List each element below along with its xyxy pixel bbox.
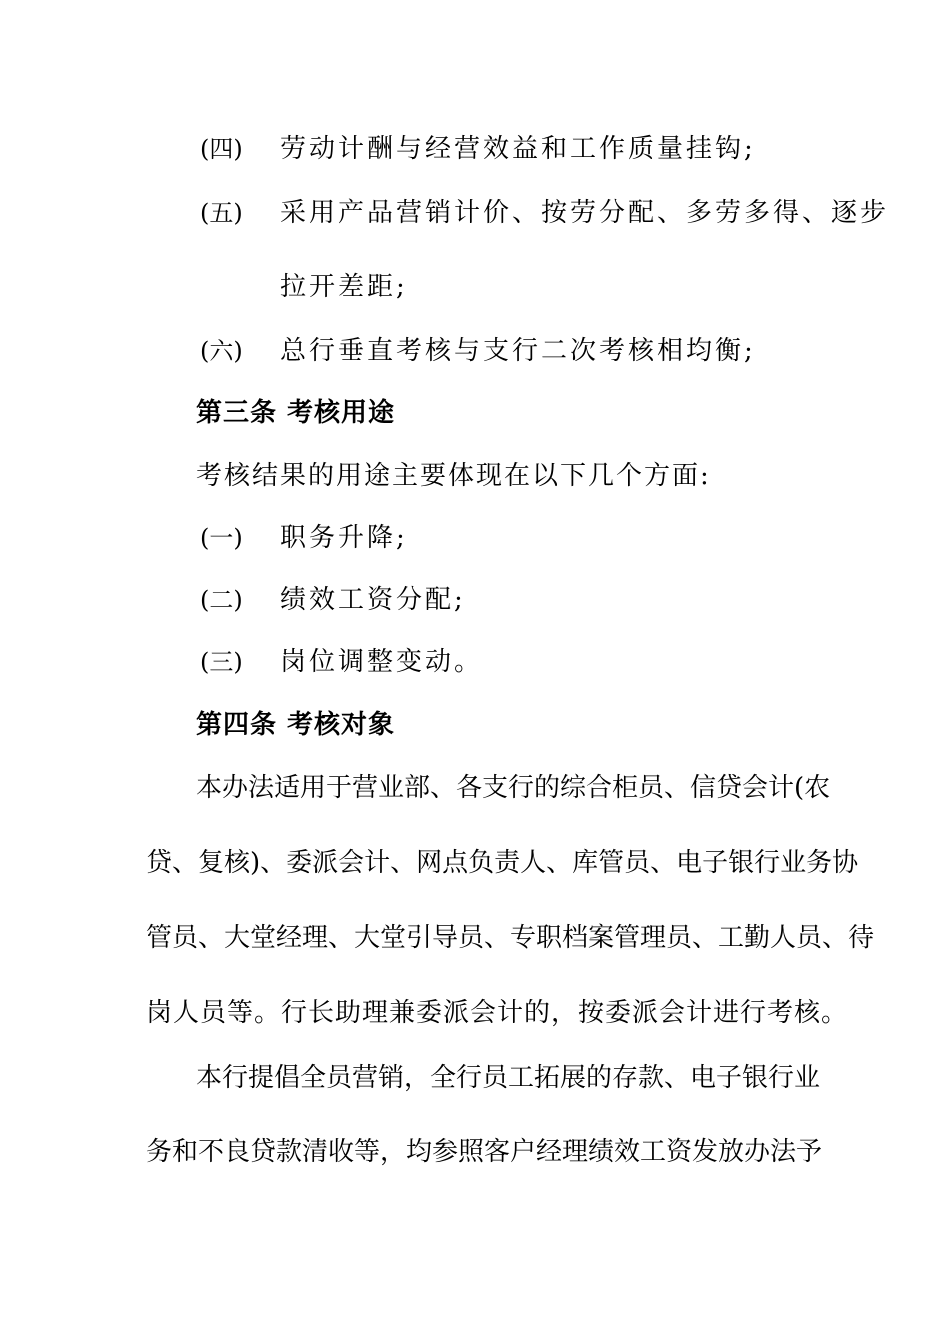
paragraph-line: 贷、复核)、委派会计、网点负责人、库管员、电子银行业务协	[146, 848, 859, 878]
article-heading: 第三条 考核用途	[196, 398, 396, 428]
list-item-text: 职务升降;	[280, 523, 408, 553]
list-item-text: 绩效工资分配;	[280, 585, 466, 615]
article-intro: 考核结果的用途主要体现在以下几个方面:	[196, 461, 711, 491]
list-item-text: 劳动计酬与经营效益和工作质量挂钩;	[280, 134, 756, 164]
list-item-text: 采用产品营销计价、按劳分配、多劳多得、逐步	[280, 198, 890, 228]
list-item-text: 总行垂直考核与支行二次考核相均衡;	[280, 336, 756, 366]
list-number: (四)	[200, 135, 243, 163]
list-number: (二)	[200, 586, 243, 614]
list-number: (一)	[200, 524, 243, 552]
list-item-text: 岗位调整变动。	[280, 647, 484, 677]
list-number: (六)	[200, 337, 243, 365]
list-number: (五)	[200, 199, 243, 227]
list-item-continuation: 拉开差距;	[280, 272, 408, 302]
paragraph-line: 本行提倡全员营销，全行员工拓展的存款、电子银行业	[196, 1063, 821, 1093]
paragraph-line: 岗人员等。行长助理兼委派会计的，按委派会计进行考核。	[146, 998, 849, 1028]
article-heading: 第四条 考核对象	[196, 710, 396, 740]
paragraph-line: 务和不良贷款清收等，均参照客户经理绩效工资发放办法予	[146, 1137, 823, 1167]
paragraph-line: 本办法适用于营业部、各支行的综合柜员、信贷会计(农	[196, 773, 831, 803]
paragraph-line: 管员、大堂经理、大堂引导员、专职档案管理员、工勤人员、待	[146, 923, 875, 953]
list-number: (三)	[200, 648, 243, 676]
